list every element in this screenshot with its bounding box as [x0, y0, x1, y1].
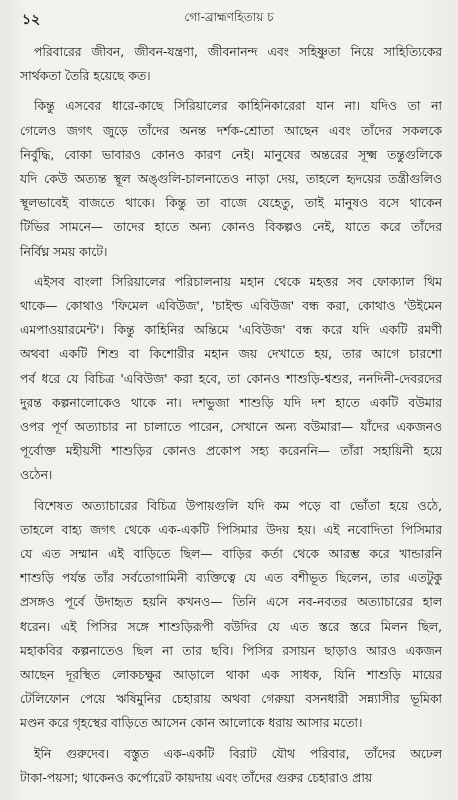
text-line: তাহলে বাহ্য জগৎ থেকে এক-একটি পিসিমার উদয় হয়। এই নবোদিতা পিসিমার: [20, 522, 442, 537]
paragraph: [20, 94, 442, 263]
text-line: টেলিফোন পেয়ে ঋষিমুনির চেহারায় অথবা গেরুয়া বসনধারী সন্ন্যাসীর ভূমিকা: [20, 692, 442, 707]
body-text: [20, 40, 442, 796]
text-line: মণ্ডন করে গৃহস্থের বাড়িতে আসেন কোন আলোকে ধরায় আসার মতো।: [20, 716, 363, 731]
text-line: কিন্তু এসবের ধারে-কাছে সিরিয়ালের কাহিনিকারেরা যান না। যদিও তা না: [34, 99, 442, 114]
text-line: ওঠেন।: [20, 468, 53, 483]
text-line: টিভির সামনে— তাদের হাতে অন্য কোনও বিকল্পও নেই, যাতে করে তাঁদের: [20, 220, 442, 235]
text-line: মহাকবির কল্পনাতেও ছিল না তার ছবি। পিসির রসায়ন ছাড়াও আরও একজন: [20, 643, 442, 658]
text-line: বিশেষত অত্যাচারের বিচিত্র উপায়গুলি যদি কম পড়ে বা ভোঁতা হয়ে ওঠে,: [34, 498, 442, 513]
paragraph: [20, 494, 442, 736]
text-line: এমপাওয়ারমেন্ট'। কিন্তু কাহিনির অন্তিমে 'এবিউজ' বন্ধ করে যদি একটি রমণী: [20, 323, 442, 338]
text-line: নির্বুদ্ধি, বোকা ভাবারও কোনও কারণ নেই। মানুষের অন্তরের সূক্ষ্ম তন্তুগুলিকে: [20, 147, 442, 162]
paragraph: [20, 742, 442, 790]
text-line: ওপর পূর্ণ অত্যাচার না চালাতে পারেন, সেখানে অন্য বউমারা— যাঁদের একজনও: [20, 420, 442, 435]
text-line: এইসব বাংলা সিরিয়ালের পরিচালনায় মহান থেকে মহত্তর সব ফোক্যাল থিম: [34, 274, 442, 289]
text-line: টাকা-পয়সা; থাকেনও কর্পোরেট কায়দায় এবং তাঁদের গুরুর চেহারাও প্রায়: [20, 770, 373, 785]
running-head: গো-ব্রাহ্মণহিতায় চ: [184, 10, 274, 24]
text-line: পূর্বোক্ত মহীয়সী শাশুড়ির কোনও প্রকোপ সহ্য করেননি— তাঁরা সহায়িনী হয়ে: [20, 444, 442, 459]
text-line: স্থূলভাবেই বাজতে থাকে। কিন্তু তা বাজে যেহেতু, তাই মানুষও বসে থাকেন: [20, 196, 442, 211]
text-line: পরিবারের জীবন, জীবন-যন্ত্রণা, জীবনানন্দ এবং সহিষ্ণুতা নিয়ে সাহিত্যিকের: [34, 45, 442, 59]
paragraph: [20, 40, 442, 88]
text-line: দুরন্ত কল্পনালোকেও থাকে না। দশভুজা শাশুড়ি যদি দশ হাতে একটি বউমার: [20, 395, 442, 410]
page-header: [22, 8, 436, 28]
text-line: আছেন দূরস্থিত লোকচক্ষুর আড়ালে থাকা এক সাধক, যিনি শাশুড়ি মায়ের: [20, 668, 442, 683]
text-line: শাশুড়ি পর্যন্ত তাঁর সর্বতোগামিনী ব্যক্তিত্বে যে এত বশীভূত ছিলেন, তার এতটুকু: [20, 571, 442, 586]
text-line: ধরেন। এই পিসির সঙ্গে শাশুড়িরূপী বউদির যে এত স্তরে স্তরে মিলন ছিল,: [20, 619, 442, 634]
paragraph: [20, 270, 442, 488]
text-line: পর্ব ধরে যে বিচিত্র 'এবিউজ' করা হবে, তা কোনও শাশুড়ি-শ্বশুর, ননদিনী-দেবরদের: [20, 371, 442, 386]
text-line: সার্থকতা তৈরি হয়েছে কত।: [20, 69, 151, 84]
text-line: নির্বিঘ্ন সময় কাটে।: [20, 244, 108, 259]
text-line: যে এত সম্মান এই বাড়িতে ছিল— বাড়ির কর্তা থেকে আরম্ভ করে খান্ডারনি: [20, 547, 442, 562]
text-line: থাকে— কোথাও 'ফিমেল এবিউজ', 'চাইল্ড এবিউজ' বন্ধ করা, কোথাও 'উইমেন: [20, 299, 442, 314]
text-line: অথবা একটি শিশু বা কিশোরীর মহান জয় দেখাতে হয়, তার আগে চারশো: [20, 347, 442, 362]
text-line: প্রসঙ্গও পূর্বে উদাহৃত হয়নি কখনও— তিনি এসে নব-নবতর অত্যাচারের হাল: [20, 595, 442, 610]
text-line: গেলেও জগৎ জুড়ে তাঁদের অনন্ত দর্শক-শ্রোতা আছেন এবং তাঁদের সকলকে: [20, 123, 442, 138]
page-number: ১২: [22, 12, 41, 28]
text-line: ইনি গুরুদেব। বস্তুত এক-একটি বিরাট যৌথ পরিবার, তাঁদের অঢেল: [34, 746, 442, 761]
text-line: যদি কেউ অত্যন্ত স্থূল অঙ্গুলি-চালনাতেও নাড়া দেয়, তাহলে হৃদয়ের তন্ত্রীগুলিও: [20, 172, 442, 187]
